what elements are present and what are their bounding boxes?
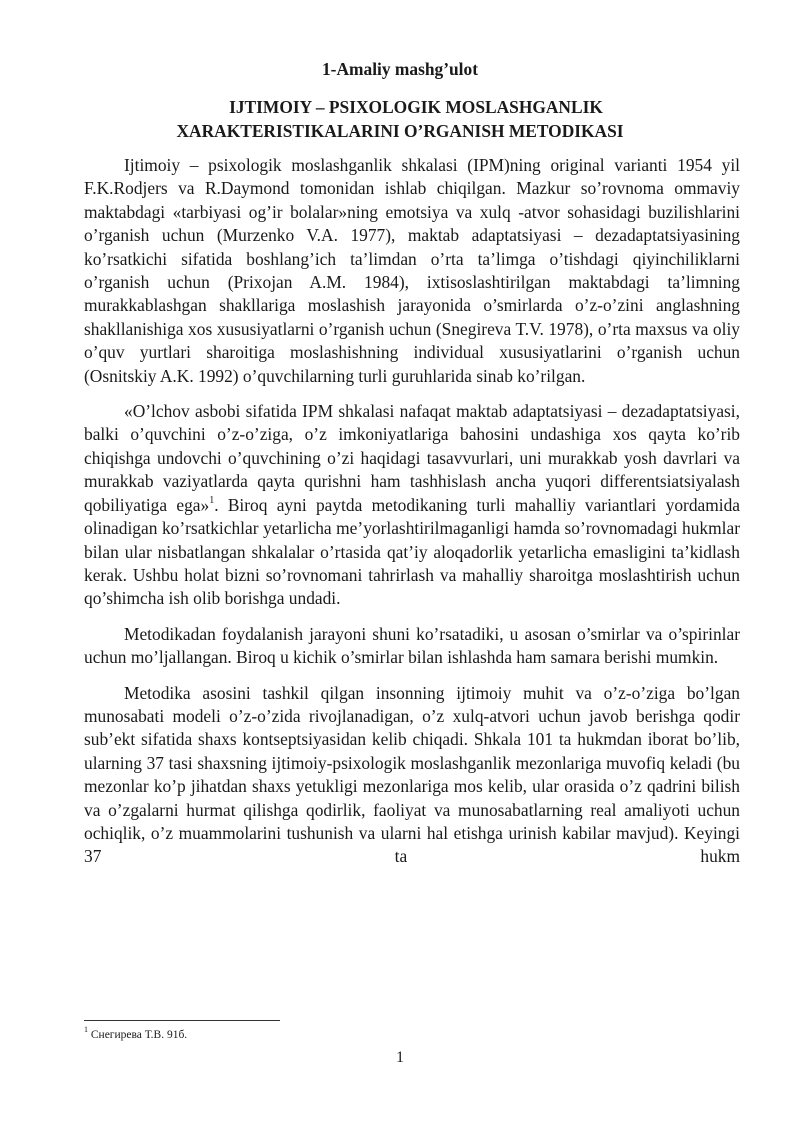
page-title: 1-Amaliy mashg’ulot bbox=[321, 59, 479, 79]
paragraph-3: Metodikadan foydalanish jarayoni shuni ko’rsatadiki, u asosan o’smirlar va o’spirinlar uchun mo’ljallangan. Biroq u kichik o’smirlar bilan ishlashda ham samara berishi mumkin. bbox=[84, 623, 740, 668]
paragraph-2-text-continued: . Biroq ayni paytda metodikaning turli mahalliy variantlari yordamida olinadigan ko’rsatkichlar yetarlicha me’yorlashtirilmaganligi hamda so’rovnomadagi hukmlar bilan ular nisbatlangan shkalalar o’rtasida qat’iy aloqadorlik yetarlicha emasligini ta’kidlash kerak. Ushbu holat bizni so’rovnomani tahrirlash va mahalliy sharoitga moslashtirish uchun qo’shimcha ish olib borishga undadi. bbox=[84, 494, 740, 609]
paragraph-2 bbox=[84, 400, 740, 611]
section-heading-line-2: XARAKTERISTIKALARINI O’RGANISH METODIKASI bbox=[176, 121, 624, 141]
paragraph-4: Metodika asosini tashkil qilgan insonning ijtimoiy muhit va o’z-o’ziga bo’lgan munosabati modeli o’z-o’zida rivojlanadigan, o’z xulq-atvori uchun javob berishga qodir sub’ekt sifatida shaxs kontseptsiyasidan kelib chiqadi. Shkala 101 ta hukmdan iborat bo’lib, ularning 37 tasi shaxsning ijtimoiy-psixologik moslashganlik mezonlariga muvofiq keladi (bu mezonlar ko’p jihatdan shaxs yetukligi mezonlariga mos kelib, ular orasida o’z qadrini bilish va o’zgalarni hurmat qilishga qodirlik, faoliyat va munosabatlarning real amaliyoti uchun ochiqlik, o’z muammolarini tushunish va ularni hal etishga urinish kabilar mavjud). Keyingi 37 ta hukm bbox=[84, 682, 740, 867]
paragraph-2-text: «O’lchov asbobi sifatida IPM shkalasi nafaqat maktab adaptatsiyasi – dezadaptatsiyasi, balki o’quvchini o’z-o’ziga, o’z imkoniyatlariga bahosini undashiga xos qayta ko’rib chiqishga undovchi o’quvchining o’zi haqidagi tasavvurlari, uni murakkab yosh davrlari va murakkab vaziyatlarda qayta qurishni ham tashhislash ancha yuqori differentsiatsiyalash qobiliyatiga ega» bbox=[84, 401, 740, 515]
footnote bbox=[84, 1025, 188, 1042]
paragraph-1: Ijtimoiy – psixologik moslashganlik shkalasi (IPM)ning original varianti 1954 yil F.K.Rodjers va R.Daymond tomonidan ishlab chiqilgan. Mazkur so’rovnoma ommaviy maktabdagi «tarbiyasi og’ir bolalar»ning emotsiya va xulq -atvor sohasidagi buzilishlarini o’rganish uchun (Murzenko V.A. 1977), maktab adaptatsiyasi – dezadaptatsiyasining ko’rsatkichi sifatida boshlang’ich ta’limdan o’rta ta’limga o’tishdagi qiyinchiliklarni o’rganish uchun (Prixojan A.M. 1984), ixtisoslashtirilgan maktabdagi ta’limning murakkablashgan shakllariga moslashish jarayonida o’smirlarda o’z-o’zini anglashning shakllanishiga xos xususiyatlarni o’rganish uchun (Snegireva T.V. 1978), o’rta maxsus va oliy o’quv yurtlari sharoitiga moslashishning individual xususiyatlarini o’rganish uchun (Osnitskiy A.K. 1992) o’quvchilarning turli guruhlarida sinab ko’rilgan. bbox=[84, 155, 740, 386]
page-number: 1 bbox=[396, 1049, 404, 1066]
footnote-text: Снегирева Т.В. 91б. bbox=[88, 1029, 188, 1041]
footnote-divider bbox=[84, 1020, 280, 1021]
body-text bbox=[84, 154, 740, 881]
section-heading-line-1: IJTIMOIY – PSIXOLOGIK MOSLASHGANLIK bbox=[229, 97, 603, 117]
footnote-reference[interactable]: 1 bbox=[209, 494, 215, 506]
footnote-number: 1 bbox=[84, 1025, 88, 1035]
